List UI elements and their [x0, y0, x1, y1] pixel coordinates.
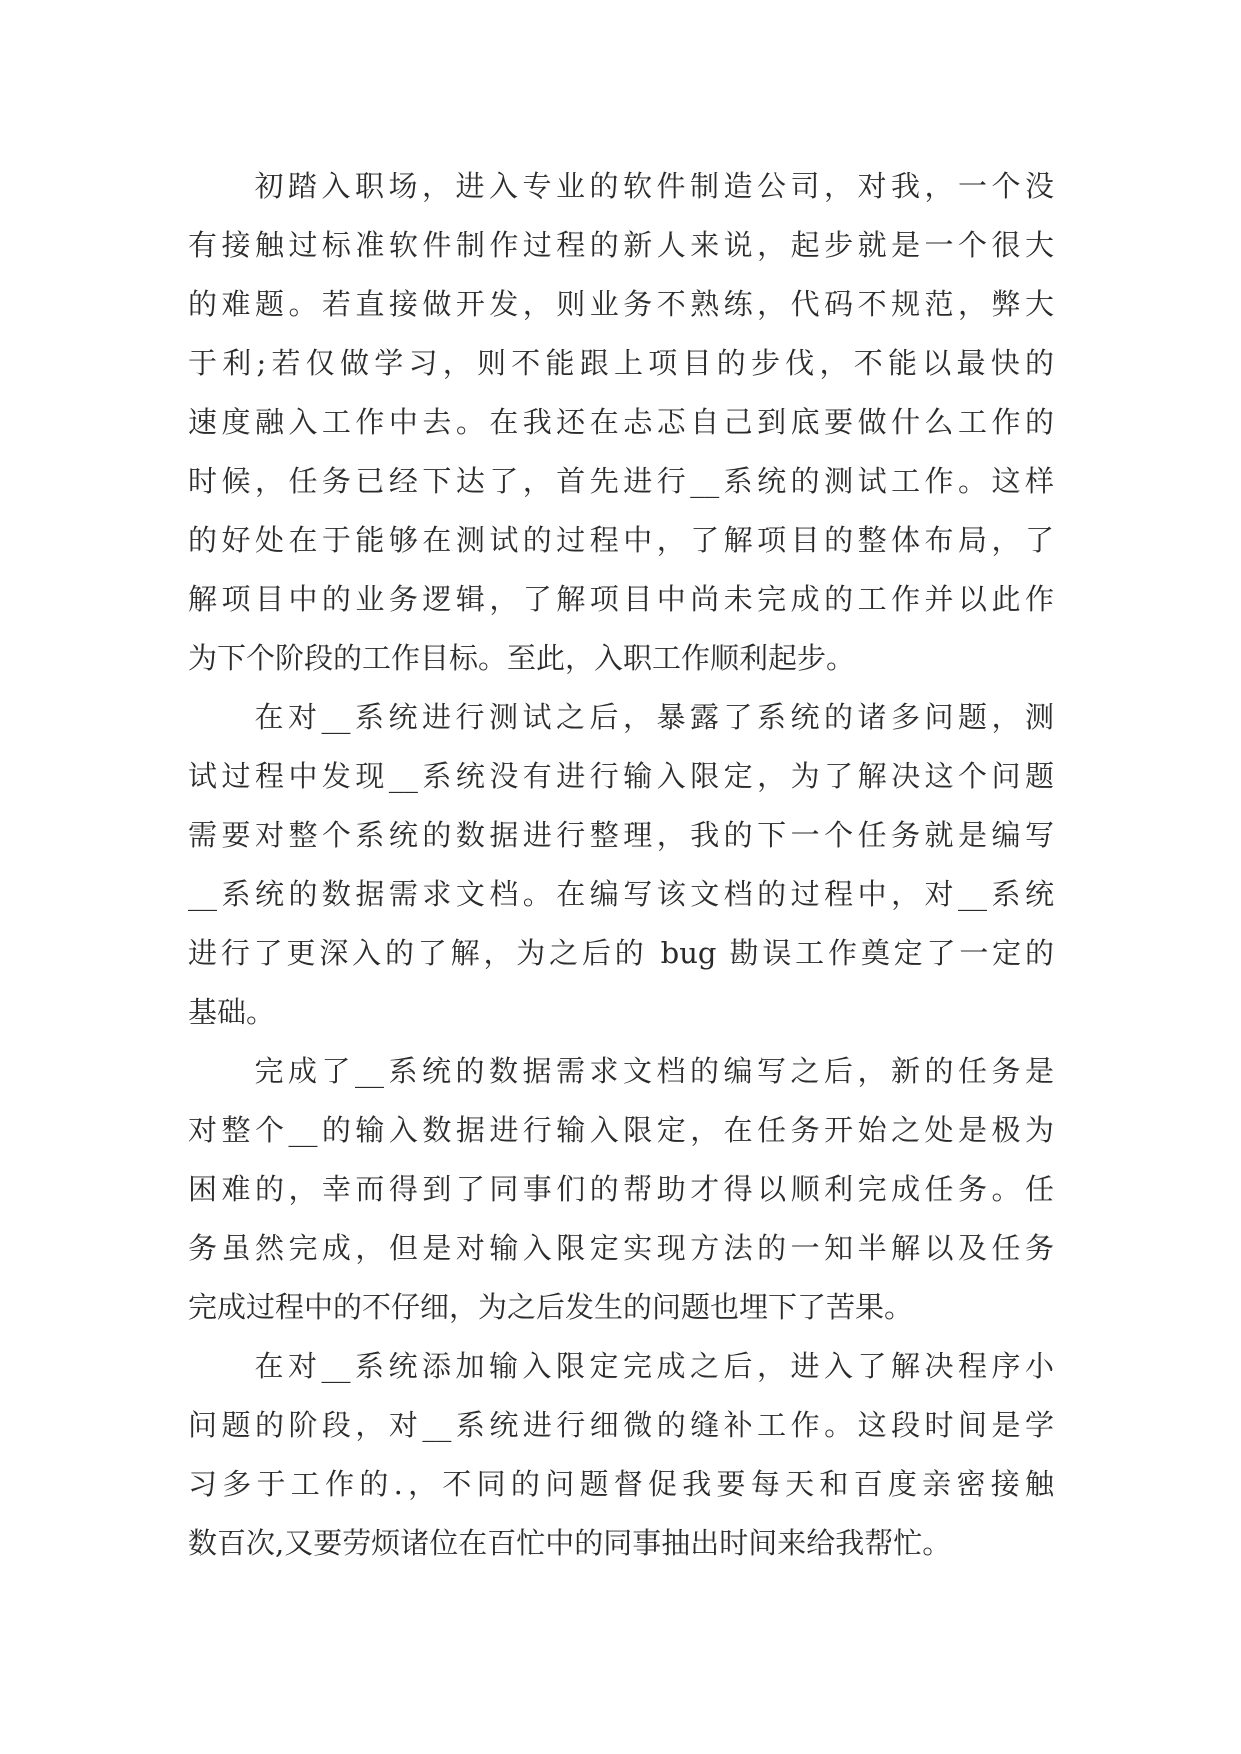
text-line: 对整个__的输入数据进行输入限定，在任务开始之处是极为: [188, 1113, 1054, 1147]
text-line: 基础。: [188, 995, 276, 1029]
text-line: 数百次,又要劳烦诸位在百忙中的同事抽出时间来给我帮忙。: [188, 1526, 952, 1560]
text-line: 在对__系统添加输入限定完成之后，进入了解决程序小: [250, 1349, 1054, 1383]
paragraph-1: [188, 157, 1054, 688]
text-line: 时候，任务已经下达了，首先进行__系统的测试工作。这样: [188, 464, 1054, 498]
text-line: 试过程中发现__系统没有进行输入限定，为了解决这个问题: [188, 759, 1054, 793]
text-line: 需要对整个系统的数据进行整理，我的下一个任务就是编写: [188, 818, 1054, 852]
text-line: 进行了更深入的了解，为之后的 bug 勘误工作奠定了一定的: [188, 936, 1054, 970]
text-line: 为下个阶段的工作目标。至此，入职工作顺利起步。: [188, 641, 856, 675]
text-line: 务虽然完成，但是对输入限定实现方法的一知半解以及任务: [188, 1231, 1054, 1265]
text-line: 在对__系统进行测试之后，暴露了系统的诸多问题，测: [250, 700, 1054, 734]
text-line: 有接触过标准软件制作过程的新人来说，起步就是一个很大: [188, 228, 1054, 262]
text-line: 初踏入职场，进入专业的软件制造公司，对我，一个没: [250, 169, 1054, 203]
text-line: 困难的，幸而得到了同事们的帮助才得以顺利完成任务。任: [188, 1172, 1054, 1206]
text-line: 的难题。若直接做开发，则业务不熟练，代码不规范，弊大: [188, 287, 1054, 321]
text-line: __系统的数据需求文档。在编写该文档的过程中，对__系统: [188, 877, 1054, 911]
text-line: 习多于工作的.，不同的问题督促我要每天和百度亲密接触: [188, 1467, 1054, 1501]
text-line: 完成了__系统的数据需求文档的编写之后，新的任务是: [250, 1054, 1054, 1088]
text-line: 于利;若仅做学习，则不能跟上项目的步伐，不能以最快的: [188, 346, 1054, 380]
text-line: 解项目中的业务逻辑，了解项目中尚未完成的工作并以此作: [188, 582, 1054, 616]
text-line: 的好处在于能够在测试的过程中，了解项目的整体布局，了: [188, 523, 1054, 557]
text-line: 速度融入工作中去。在我还在忐忑自己到底要做什么工作的: [188, 405, 1054, 439]
paragraph-4: [188, 1337, 1054, 1573]
document-body: [188, 157, 1054, 1573]
text-line: 问题的阶段，对__系统进行细微的缝补工作。这段时间是学: [188, 1408, 1054, 1442]
paragraph-2: [188, 688, 1054, 1042]
paragraph-3: [188, 1042, 1054, 1337]
text-line: 完成过程中的不仔细，为之后发生的问题也埋下了苦果。: [188, 1290, 914, 1324]
